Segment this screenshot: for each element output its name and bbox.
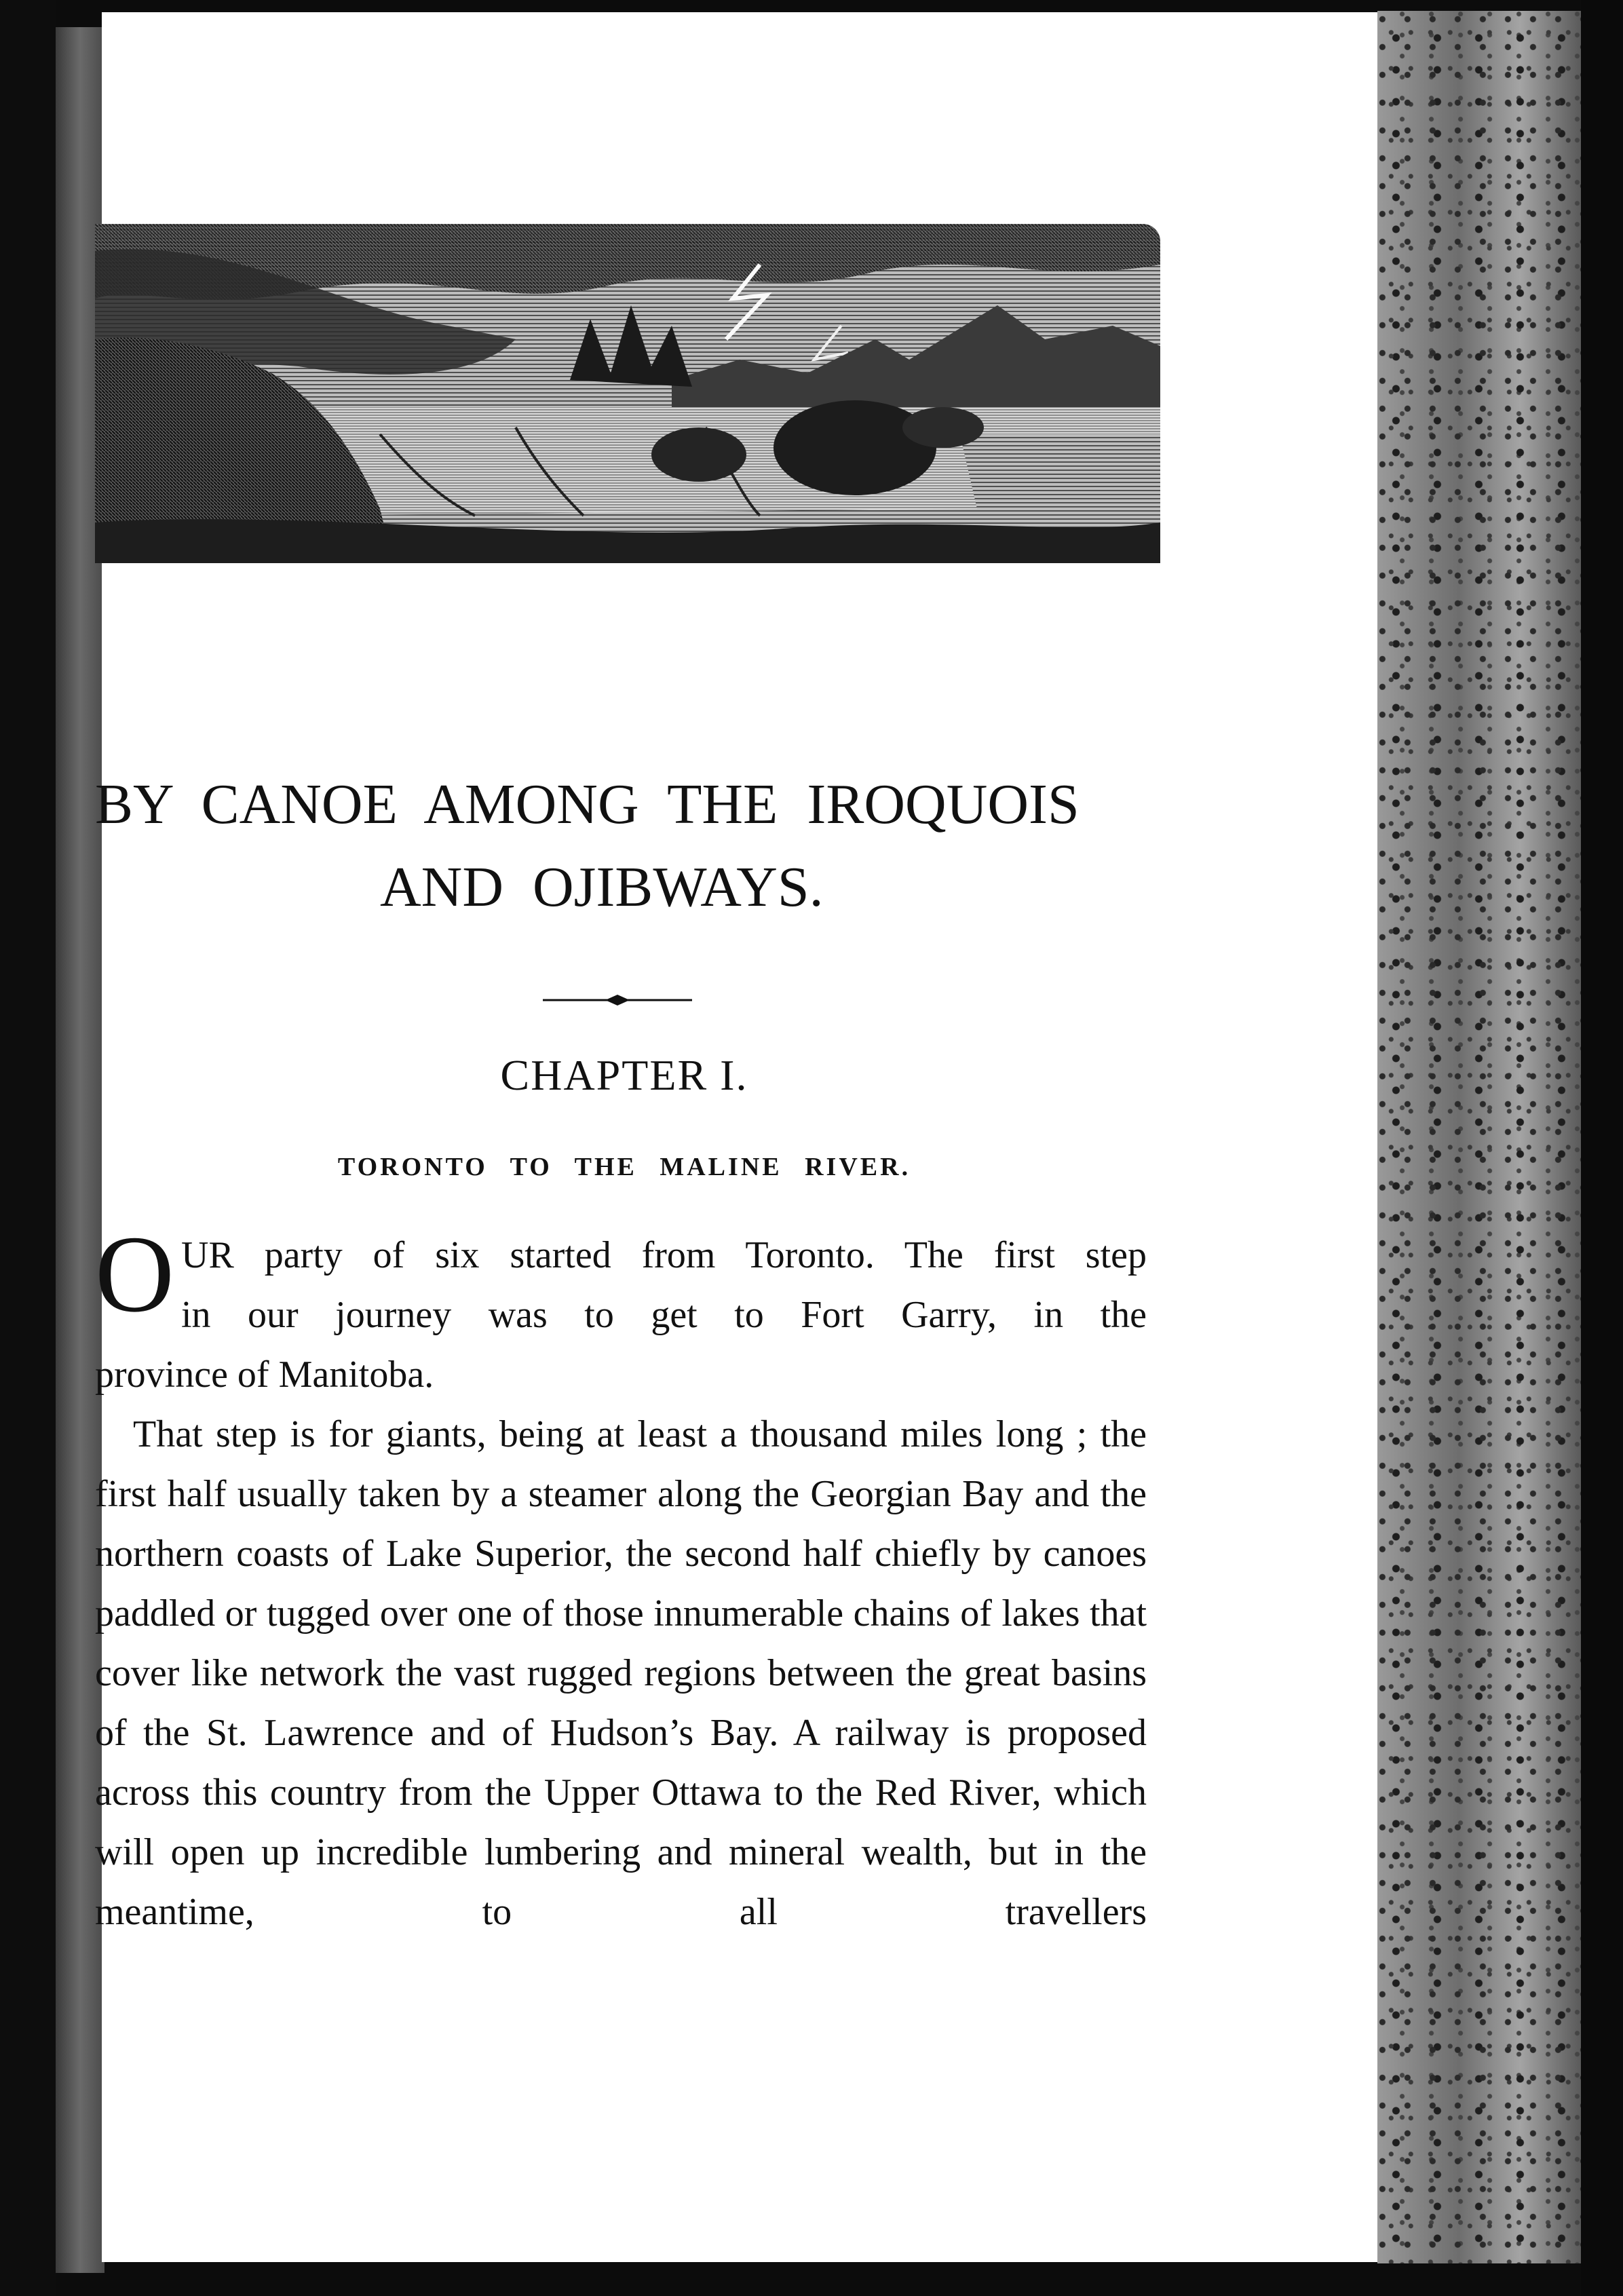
paragraph-1-line-2: in our journey was to get to Fort Garry, in the: [181, 1294, 1147, 1336]
paragraph-1-line-1: UR party of six started from Toronto. The first step: [181, 1234, 1147, 1276]
paragraph-1-line-3: province of Manitoba.: [95, 1354, 434, 1396]
chapter-number: CHAPTER I.: [500, 1051, 748, 1099]
ornament-divider-icon: [543, 992, 692, 1008]
left-binding-edge: [0, 0, 56, 2296]
speckled-fore-edge: [1377, 11, 1581, 2263]
chapter-subtitle: TORONTO TO THE MALINE RIVER.: [337, 1153, 911, 1181]
headpiece-engraving: [95, 224, 1160, 563]
book-title-line-1: BY CANOE AMONG THE IROQUOIS: [95, 773, 1080, 836]
body-text: [95, 1214, 1147, 1942]
paragraph-2: That step is for giants, being at least a thousand miles long ; the first half usually taken by a steamer along the Georgian Bay and the northern coasts of Lake Superior, the second half chiefly by canoes paddled or tugged over one of those innumerable chains of lakes that cover like network the vast rugged regions between the great basins of the St. Lawrence and of Hudson’s Bay. A railway is proposed across this country from the Upper Ottawa to the Red River, which will open up incredible lumbering and mineral wealth, but in the meantime, to all travellers: [95, 1413, 1147, 1933]
book-title-line-2: AND OJIBWAYS.: [380, 856, 824, 919]
book-title: [95, 773, 1153, 919]
right-binding-edge: [1581, 0, 1623, 2296]
paragraph-1: [95, 1214, 1147, 1404]
drop-cap-letter: O: [95, 1214, 174, 1335]
